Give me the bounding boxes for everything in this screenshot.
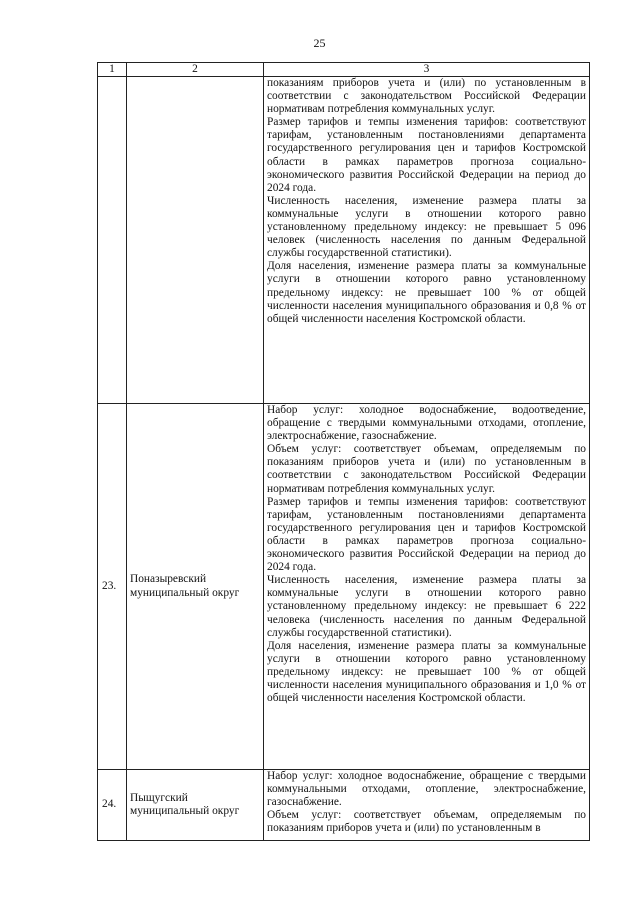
row-description-cell	[264, 404, 590, 770]
tariff-table	[97, 62, 590, 841]
column-number-1: 1	[98, 63, 127, 77]
table-row	[98, 404, 590, 770]
row-number-cell: 23.	[98, 404, 127, 770]
municipality-name-cell: Поназыревский муниципальный округ	[127, 404, 264, 770]
paragraph: Объем услуг: соответствует объемам, определяемым по показаниям приборов учета и (или) по установленным в соответствии с законодательством Российской Федерации нормативам потребления коммунальных услуг.	[267, 443, 586, 495]
page-number: 25	[313, 36, 326, 50]
paragraph: показаниям приборов учета и (или) по установленным в соответствии с законодательством Российской Федерации нормативам потребления коммунальных услуг.	[267, 77, 586, 116]
municipality-name-cell: Пыщугский муниципальный округ	[127, 770, 264, 841]
paragraph: Численность населения, изменение размера платы за коммунальные услуги в отношении которого равно установленному предельному индексу: не превышает 5 096 человек (численность населения по данным Федеральной службы государственной статистики).	[267, 194, 586, 260]
paragraph: Объем услуг: соответствует объемам, определяемым по показаниям приборов учета и (или) по установленным в	[267, 809, 586, 835]
paragraph: Доля населения, изменение размера платы за коммунальные услуги в отношении которого равно установленному предельному индексу: не превышает 100 % от общей численности населения муниципального образования и 0,8 % от общей численности населения Костромской области.	[267, 260, 586, 325]
row-description-cell	[264, 77, 590, 404]
column-number-2: 2	[127, 63, 264, 77]
paragraph: Доля населения, изменение размера платы за коммунальные услуги в отношении которого равно установленному предельному индексу: не превышает 100 % от общей численности населения муниципального образования и 1,0 % от общей численности населения Костромской области.	[267, 639, 586, 705]
row-name-cell	[127, 77, 264, 404]
paragraph: Набор услуг: холодное водоснабжение, обращение с твердыми коммунальными отходами, отопление, электроснабжение, газоснабжение.	[267, 770, 586, 809]
table-header-row	[98, 63, 590, 77]
paragraph: Численность населения, изменение размера платы за коммунальные услуги в отношении которого равно установленному предельному индексу: не превышает 6 222 человека (численность населения по данным Федеральной службы государственной статистики).	[267, 574, 586, 639]
row-description-cell	[264, 770, 590, 841]
table-row	[98, 770, 590, 841]
row-number-cell: 24.	[98, 770, 127, 841]
column-number-3: 3	[264, 63, 590, 77]
paragraph: Набор услуг: холодное водоснабжение, водоотведение, обращение с твердыми коммунальными отходами, отопление, электроснабжение, газоснабжение.	[267, 404, 586, 443]
row-number-cell	[98, 77, 127, 404]
paragraph: Размер тарифов и темпы изменения тарифов: соответствуют тарифам, установленным постановлениями департамента государственного регулирования цен и тарифов Костромской области в рамках параметров прогноза социально-экономического развития Российской Федерации на период до 2024 года.	[267, 116, 586, 194]
paragraph: Размер тарифов и темпы изменения тарифов: соответствуют тарифам, установленным постановлениями департамента государственного регулирования цен и тарифов Костромской области в рамках параметров прогноза социально-экономического развития Российской Федерации на период до 2024 года.	[267, 495, 586, 574]
table-row-continuation	[98, 77, 590, 404]
